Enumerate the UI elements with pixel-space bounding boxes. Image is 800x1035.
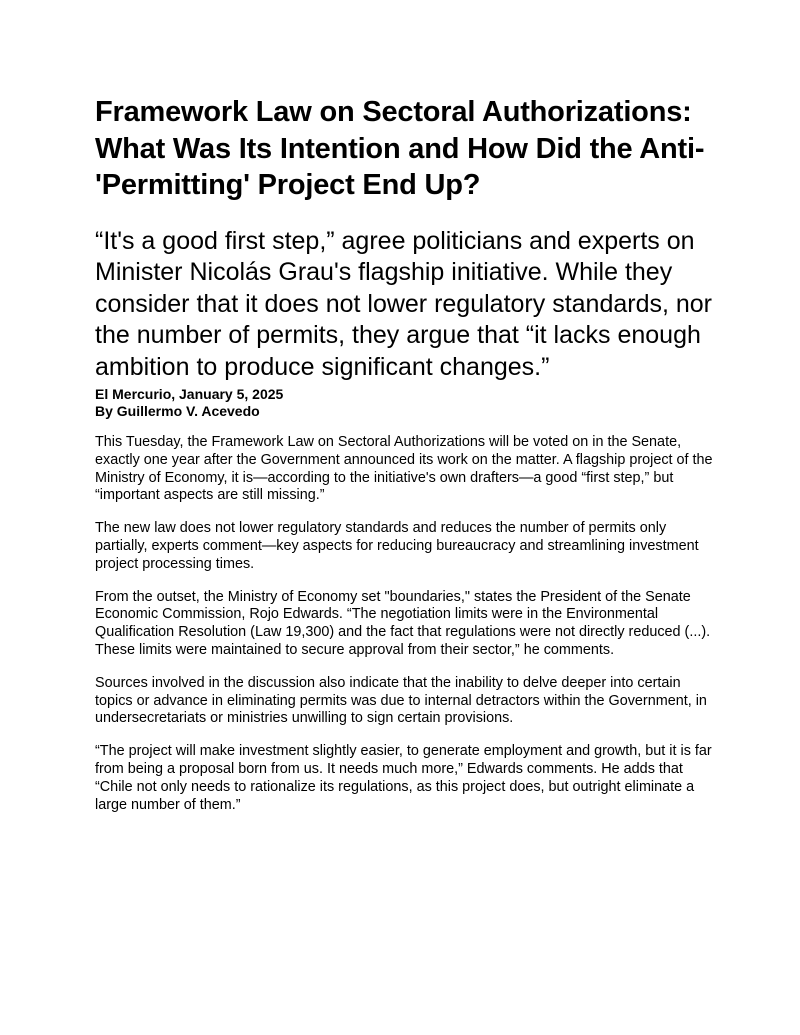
paragraph: From the outset, the Ministry of Economy set "boundaries," states the President of the Senate Economic Commission, Rojo Edwards. “The negotiation limits were in the Environmental Qualification Resolution (Law 19,300) and the fact that regulations were not directly reduced (...). These limits were maintained to secure approval from their sector,” he comments. — [95, 588, 711, 658]
article — [95, 94, 713, 829]
paragraph: Sources involved in the discussion also indicate that the inability to delve deeper into certain topics or advance in eliminating permits was due to internal detractors within the Government, in undersecretariats or ministries unwilling to sign certain provisions. — [95, 674, 707, 727]
article-subtitle: “It's a good first step,” agree politicians and experts on Minister Nicolás Grau's flagship initiative. While they consider that it does not lower regulatory standards, nor the number of permits, they argue that “it lacks enough ambition to produce significant changes.” — [95, 226, 713, 381]
paragraph: “The project will make investment slightly easier, to generate employment and growth, but it is far from being a proposal born from us. It needs much more,” Edwards comments. He adds that “Chile not only needs to rationalize its regulations, as this project does, but outright eliminate a large number of them.” — [95, 743, 712, 813]
article-title: Framework Law on Sectoral Authorizations: What Was Its Intention and How Did the Anti-'Permitting' Project End Up? — [95, 96, 705, 201]
byline: By Guillermo V. Acevedo — [95, 403, 260, 419]
article-meta — [95, 386, 713, 420]
article-body — [95, 434, 713, 814]
paragraph: This Tuesday, the Framework Law on Sectoral Authorizations will be voted on in the Senate, exactly one year after the Government announced its work on the matter. A flagship project of the Ministry of Economy, it is—according to the initiative's own drafters—a good “first step,” but “important aspects are still missing.” — [95, 434, 713, 504]
source-line: El Mercurio, January 5, 2025 — [95, 386, 284, 402]
paragraph: The new law does not lower regulatory standards and reduces the number of permits only partially, experts comment—key aspects for reducing bureaucracy and streamlining investment project processing times. — [95, 520, 699, 572]
